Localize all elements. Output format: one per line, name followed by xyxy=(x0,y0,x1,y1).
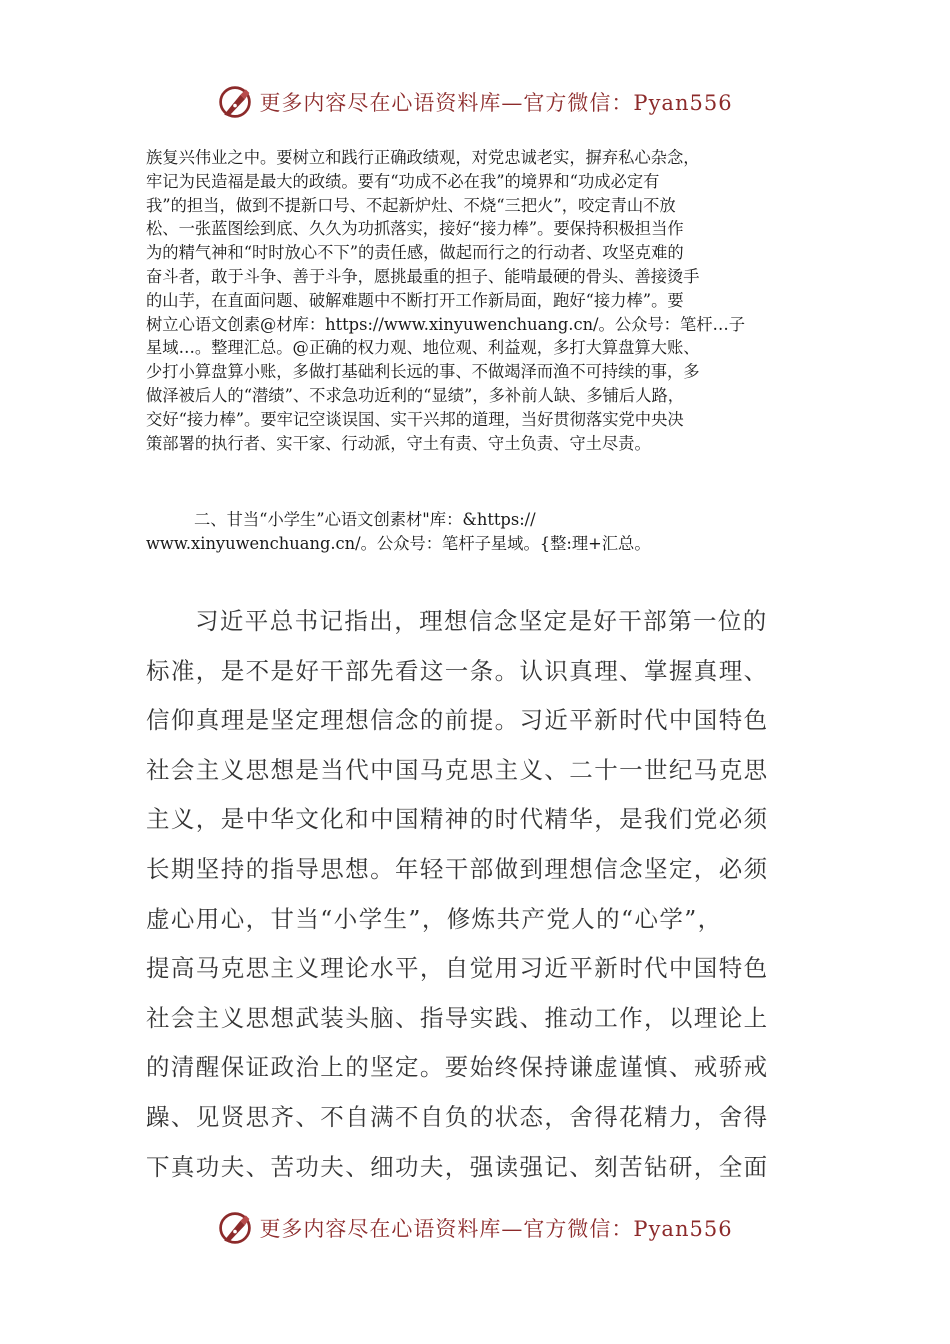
text-line: 星域…。整理汇总。@正确的权力观、地位观、利益观，多打大算盘算大账、 xyxy=(146,338,700,358)
text-line: 我”的担当，做到不提新口号、不起新炉灶、不烧“三把火”，咬定青山不放 xyxy=(146,195,676,215)
text-line: 松、一张蓝图绘到底、久久为功抓落实，接好“接力棒”。要保持积极担当作 xyxy=(146,219,684,239)
text-line: 提高马克思主义理论水平，自觉用习近平新时代中国特色 xyxy=(146,954,769,983)
text-line: 社会主义思想是当代中国马克思主义、二十一世纪马克思 xyxy=(146,755,769,784)
text-line: 的清醒保证政治上的坚定。要始终保持谦虚谨慎、戒骄戒 xyxy=(146,1053,769,1082)
text-line: 少打小算盘算小账，多做打基础利长远的事、不做竭泽而渔不可持续的事，多 xyxy=(146,362,700,382)
header-banner xyxy=(0,82,950,122)
text-line: 主义，是中华文化和中国精神的时代精华，是我们党必须 xyxy=(146,805,769,834)
text-line: 社会主义思想武装头脑、指导实践、推动工作，以理论上 xyxy=(146,1003,769,1032)
text-line: 虚心用心，甘当“小学生”，修炼共产党人的“心学”， xyxy=(146,904,723,933)
paragraph-section-1 xyxy=(146,146,816,455)
footer-banner-text: 更多内容尽在心语资料库—官方微信：Pyan556 xyxy=(259,1217,733,1241)
heading-line: www.xinyuwenchuang.cn/。公众号：笔杆子星域。{整:理+汇总。 xyxy=(146,534,651,553)
text-line: 树立心语文创素@材库：https://www.xinyuwenchuang.cn/。公众号：笔杆…子 xyxy=(146,314,746,334)
section-heading xyxy=(146,508,826,556)
text-line: 下真功夫、苦功夫、细功夫，强读强记、刻苦钻研，全面 xyxy=(146,1152,769,1181)
text-line: 躁、见贤思齐、不自满不自负的状态，舍得花精力，舍得 xyxy=(146,1102,769,1131)
text-line: 标准，是不是好干部先看这一条。认识真理、掌握真理、 xyxy=(146,656,769,685)
heading-line: 二、甘当“小学生”心语文创素材"库：&https:// xyxy=(194,510,536,529)
text-line: 交好“接力棒”。要牢记空谈误国、实干兴邦的道理，当好贯彻落实党中央决 xyxy=(146,409,684,429)
text-line: 策部署的执行者、实干家、行动派，守土有责、守土负责、守土尽责。 xyxy=(146,433,651,453)
text-line: 的山芋，在直面问题、破解难题中不断打开工作新局面，跑好“接力棒”。要 xyxy=(146,290,684,310)
paragraph-section-2 xyxy=(146,597,806,1192)
text-line: 奋斗者，敢于斗争、善于斗争，愿挑最重的担子、能啃最硬的骨头、善接烫手 xyxy=(146,266,700,286)
pen-nib-logo-icon xyxy=(217,84,253,120)
text-line: 习近平总书记指出，理想信念坚定是好干部第一位的 xyxy=(195,607,768,635)
text-line: 牢记为民造福是最大的政绩。要有“功成不必在我”的境界和“功成必定有 xyxy=(146,171,660,191)
text-line: 做泽被后人的“潜绩”、不求急功近利的“显绩”，多补前人缺、多铺后人路， xyxy=(146,385,685,405)
text-line: 长期坚持的指导思想。年轻干部做到理想信念坚定，必须 xyxy=(146,854,769,883)
footer-banner xyxy=(0,1208,950,1248)
pen-nib-logo-icon xyxy=(217,1210,253,1246)
text-line: 信仰真理是坚定理想信念的前提。习近平新时代中国特色 xyxy=(146,706,769,735)
header-banner-text: 更多内容尽在心语资料库—官方微信：Pyan556 xyxy=(259,91,733,115)
text-line: 族复兴伟业之中。要树立和践行正确政绩观，对党忠诚老实，摒弃私心杂念， xyxy=(146,148,700,167)
text-line: 为的精气神和“时时放心不下”的责任感，做起而行之的行动者、攻坚克难的 xyxy=(146,243,684,263)
